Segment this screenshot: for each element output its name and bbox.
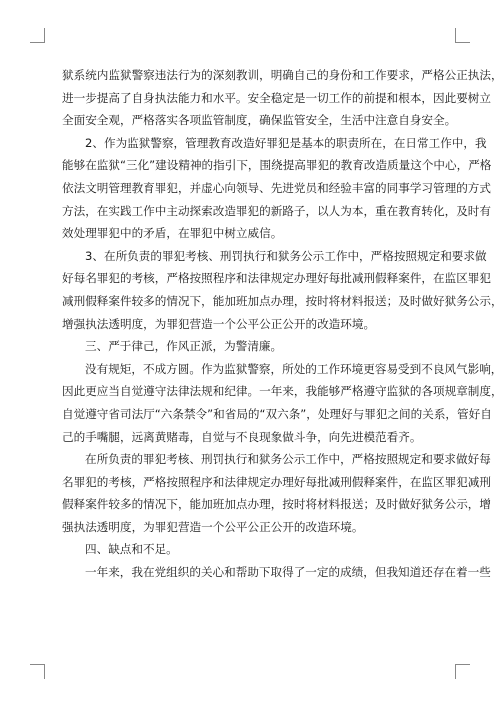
text-line: 3、在所负责的罪犯考核、刑罚执行和狱务公示工作中，严格按照规定和要求做	[85, 248, 487, 263]
text-line: 一年来，我在党组织的关心和帮助下取得了一定的成绩，但我知道还存在着一些	[85, 565, 491, 580]
text-line: 增强执法透明度，为罪犯营造一个公平公正公开的改造环境。	[62, 316, 376, 331]
text-line: 强执法透明度，为罪犯营造一个公平公正公开的改造环境。	[62, 519, 364, 534]
text-line: 进一步提高了自身执法能力和水平。安全稳定是一切工作的前提和根本，因此要树立	[62, 90, 491, 105]
crop-mark-top-left	[30, 28, 45, 43]
text-line: 己的手嘴腿，远离黄赌毒，自觉与不良现象做斗争，向先进模范看齐。	[62, 429, 422, 444]
text-line: 依法文明管理教育罪犯，并虚心向领导、先进党员和经验丰富的同事学习管理的方式	[62, 180, 491, 195]
text-line: 狱系统内监狱警察违法行为的深刻教训，明确自己的身份和工作要求，严格公正执法，	[62, 68, 503, 82]
crop-mark-bottom-left	[30, 664, 45, 679]
text-line: 减刑假释案件较多的情况下，能加班加点办理，按时将材料报送；及时做好狱务公示，	[62, 293, 503, 308]
text-line: 没有规矩，不成方圆。作为监狱警察，所处的工作环境更容易受到不良风气影响，	[85, 361, 503, 376]
text-line: 效处理罪犯中的矛盾，在罪犯中树立威信。	[62, 226, 283, 241]
text-line: 2、作为监狱警察，管理教育改造好罪犯是基本的职责所在，在日常工作中，我	[85, 135, 487, 150]
crop-mark-bottom-right	[455, 664, 470, 679]
text-line: 名罪犯的考核，严格按照程序和法律规定办理好每批减刑假释案件，在监区罪犯减刑	[62, 474, 491, 489]
text-line: 好每名罪犯的考核，严格按照程序和法律规定办理好每批减刑假释案件，在监区罪犯	[62, 271, 491, 286]
document-body	[62, 64, 503, 584]
text-line: 因此更应当自觉遵守法律法规和纪律。一年来，我能够严格遵守监狱的各项规章制度，	[62, 384, 503, 399]
text-line: 在所负责的罪犯考核、刑罚执行和狱务公示工作中，严格按照规定和要求做好每	[85, 452, 491, 467]
section-heading: 四、缺点和不足。	[85, 542, 178, 557]
text-line: 能够在监狱“三化”建设精神的指引下，围绕提高罪犯的教育改造质量这个中心，严格	[62, 158, 492, 173]
text-line: 方法，在实践工作中主动探索改造罪犯的新路子，以人为本，重在教育转化，及时有	[62, 203, 491, 218]
text-line: 全面安全观，严格落实各项监管制度，确保监管安全，生活中注意自身安全。	[62, 113, 457, 128]
text-line: 假释案件较多的情况下，能加班加点办理，按时将材料报送；及时做好狱务公示，增	[62, 497, 491, 512]
crop-mark-top-right	[455, 28, 470, 43]
text-line: 自觉遵守省司法厅“六条禁令”和省局的“双六条”，处理好与罪犯之间的关系，管好自	[62, 406, 492, 421]
section-heading: 三、严于律己，作风正派，为警清廉。	[85, 339, 283, 354]
